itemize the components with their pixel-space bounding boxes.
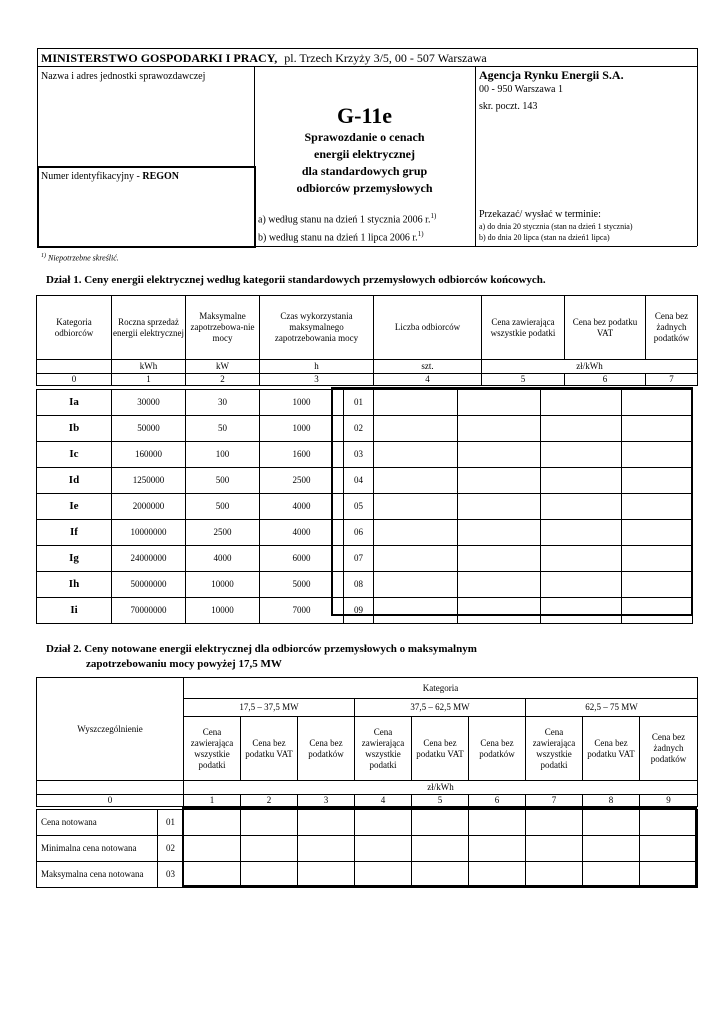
price-input-cell[interactable] [526,810,583,836]
price-no-vat-input[interactable] [541,572,622,598]
price-no-vat-input[interactable] [541,468,622,494]
price-all-taxes-input[interactable] [458,598,541,624]
ministry-name: MINISTERSTWO GOSPODARKI I PRACY, [41,51,278,65]
price-no-taxes-input[interactable] [622,598,693,624]
table-row [37,598,693,624]
annual-sales-cell: 24000000 [112,546,186,572]
deadline-title: Przekazać/ wysłać w terminie: [479,209,601,220]
header-usage-time: Czas wykorzystania maksymalnego zapotrzebowania mocy [260,296,374,360]
footnote-text: Niepotrzebne skreślić. [48,253,119,263]
customer-count-input[interactable] [374,572,458,598]
price-input-cell[interactable] [412,836,469,862]
header-price-no-taxes: Cena bez podatków [298,717,355,781]
usage-time-cell: 1000 [260,390,344,416]
price-no-vat-input[interactable] [541,442,622,468]
annual-sales-cell: 1250000 [112,468,186,494]
price-all-taxes-input[interactable] [458,572,541,598]
unit-kwh: kWh [112,360,186,374]
max-power-cell: 100 [186,442,260,468]
category-cell: If [37,520,112,546]
row-label-cell: Maksymalna cena notowana [37,862,158,888]
table-row [37,390,693,416]
form-title-line: energii elektrycznej [314,147,415,161]
customer-count-input[interactable] [374,520,458,546]
header-specification: Wyszczególnienie [37,678,184,781]
price-input-cell[interactable] [184,810,241,836]
annual-sales-cell: 70000000 [112,598,186,624]
annual-sales-cell: 30000 [112,390,186,416]
form-title-line: dla standardowych grup [301,164,428,178]
footnote-mark: 1) [417,230,424,239]
row-label-cell: Cena notowana [37,810,158,836]
column-number: 3 [298,795,355,807]
price-no-taxes-input[interactable] [622,494,693,520]
footnote-mark: 1) [41,253,46,259]
usage-time-cell: 1600 [260,442,344,468]
column-number: 0 [37,374,112,386]
column-number: 4 [355,795,412,807]
price-input-cell[interactable] [526,836,583,862]
price-input-cell[interactable] [583,810,640,836]
unit-cell [37,781,184,795]
column-number: 8 [583,795,640,807]
price-input-cell[interactable] [184,836,241,862]
unit-pln-kwh: zł/kWh [184,781,698,795]
column-number: 5 [412,795,469,807]
price-all-taxes-input[interactable] [458,416,541,442]
header-customer-count: Liczba odbiorców [374,296,482,360]
price-input-cell[interactable] [640,862,698,888]
row-number-cell: 02 [344,416,374,442]
price-all-taxes-input[interactable] [458,468,541,494]
max-power-cell: 30 [186,390,260,416]
header-category: Kategoria [184,678,698,699]
section1-table [36,295,698,386]
agency-po-box: skr. poczt. 143 [479,101,538,112]
usage-time-cell: 2500 [260,468,344,494]
row-number-cell: 03 [158,862,184,888]
price-input-cell[interactable] [355,836,412,862]
header-price-all-taxes: Cena zawierająca wszystkie podatki [355,717,412,781]
table-row [37,416,693,442]
reporting-unit-label: Nazwa i adres jednostki sprawozdawczej [41,71,206,82]
agency-name: Agencja Rynku Energii S.A. [479,68,624,82]
price-input-cell[interactable] [640,810,698,836]
column-number: 2 [241,795,298,807]
price-no-vat-input[interactable] [541,546,622,572]
category-cell: Ig [37,546,112,572]
max-power-cell: 10000 [186,572,260,598]
price-all-taxes-input[interactable] [458,390,541,416]
max-power-cell: 50 [186,416,260,442]
section2-title-line: Dział 2. Ceny notowane energii elektrycznej dla odbiorców przemysłowych o maksymalnym [46,643,477,655]
table-row [37,520,693,546]
price-input-cell[interactable] [640,836,698,862]
price-input-cell[interactable] [184,862,241,888]
price-no-taxes-input[interactable] [622,572,693,598]
price-input-cell[interactable] [241,810,298,836]
price-input-cell[interactable] [412,862,469,888]
column-number: 1 [112,374,186,386]
annual-sales-cell: 160000 [112,442,186,468]
usage-time-cell: 4000 [260,520,344,546]
price-all-taxes-input[interactable] [458,546,541,572]
regon-label: Numer identyfikacyjny - [41,171,140,182]
price-all-taxes-input[interactable] [458,494,541,520]
row-label-cell: Minimalna cena notowana [37,836,158,862]
table-row [37,546,693,572]
section1-title: Dział 1. Ceny energii elektrycznej według kategorii standardowych przemysłowych odbiorców końcowych. [46,274,546,286]
customer-count-input[interactable] [374,598,458,624]
form-title-line: Sprawozdanie o cenach [304,130,425,144]
customer-count-input[interactable] [374,442,458,468]
price-no-vat-input[interactable] [541,416,622,442]
price-no-vat-input[interactable] [541,390,622,416]
row-number-cell: 02 [158,836,184,862]
usage-time-cell: 1000 [260,416,344,442]
table-row [37,442,693,468]
header-price-all-taxes: Cena zawierająca wszystkie podatki [184,717,241,781]
price-input-cell[interactable] [526,862,583,888]
price-input-cell[interactable] [241,836,298,862]
category-cell: Id [37,468,112,494]
usage-time-cell: 6000 [260,546,344,572]
header-range-2: 37,5 – 62,5 MW [355,699,526,717]
customer-count-input[interactable] [374,546,458,572]
unit-cell [37,360,112,374]
header-price-all-taxes: Cena zawierająca wszystkie podatki [482,296,565,360]
section1-rows [36,389,693,624]
column-number: 2 [186,374,260,386]
customer-count-input[interactable] [374,390,458,416]
footnote-mark: 1) [430,212,437,220]
category-cell: Ia [37,390,112,416]
price-input-cell[interactable] [469,810,526,836]
price-no-vat-input[interactable] [541,494,622,520]
max-power-cell: 10000 [186,598,260,624]
deadline-b: b) do dnia 20 lipca (stan na dzień1 lipca) [479,233,610,242]
price-input-cell[interactable] [298,810,355,836]
row-number-cell: 05 [344,494,374,520]
unit-pln-kwh: zł/kWh [482,360,698,374]
table-row [37,494,693,520]
section2-title-line: zapotrzebowaniu mocy powyżej 17,5 MW [86,658,282,670]
category-cell: Ih [37,572,112,598]
row-number-cell: 01 [158,810,184,836]
deadline-a: a) do dnia 20 stycznia (stan na dzień 1 stycznia) [479,222,633,231]
unit-kw: kW [186,360,260,374]
price-input-cell[interactable] [583,862,640,888]
price-input-cell[interactable] [241,862,298,888]
row-number-cell: 06 [344,520,374,546]
category-cell: Ib [37,416,112,442]
column-number: 4 [374,374,482,386]
row-number-cell: 04 [344,468,374,494]
price-all-taxes-input[interactable] [458,442,541,468]
regon-label-bold: REGON [142,171,180,182]
column-number: 6 [565,374,646,386]
form-title [254,129,475,197]
footnote [41,253,119,263]
header-price-no-vat: Cena bez podatku VAT [565,296,646,360]
price-input-cell[interactable] [583,836,640,862]
header-price-no-vat: Cena bez podatku VAT [583,717,640,781]
price-no-taxes-input[interactable] [622,390,693,416]
price-no-vat-input[interactable] [541,520,622,546]
agency-city: 00 - 950 Warszawa 1 [479,84,563,95]
row-number-cell: 08 [344,572,374,598]
header-max-power: Maksymalne zapotrzebowa-nie mocy [186,296,260,360]
unit-pcs: szt. [374,360,482,374]
max-power-cell: 4000 [186,546,260,572]
customer-count-input[interactable] [374,468,458,494]
price-input-cell[interactable] [298,862,355,888]
header-price-no-taxes: Cena bez żadnych podatków [640,717,698,781]
table-row [37,468,693,494]
price-no-taxes-input[interactable] [622,546,693,572]
header-price-no-taxes: Cena bez podatków [469,717,526,781]
category-cell: Ic [37,442,112,468]
annual-sales-cell: 50000 [112,416,186,442]
column-number: 7 [526,795,583,807]
column-number: 7 [646,374,698,386]
usage-time-cell: 4000 [260,494,344,520]
price-input-cell[interactable] [355,862,412,888]
header-range-3: 62,5 – 75 MW [526,699,698,717]
max-power-cell: 500 [186,494,260,520]
ministry-address: pl. Trzech Krzyży 3/5, 00 - 507 Warszawa [284,51,487,65]
annual-sales-cell: 10000000 [112,520,186,546]
row-number-cell: 01 [344,390,374,416]
price-input-cell[interactable] [469,836,526,862]
header-range-1: 17,5 – 37,5 MW [184,699,355,717]
column-number: 3 [260,374,374,386]
column-number: 0 [37,795,184,807]
section2-rows [36,809,698,888]
price-input-cell[interactable] [298,836,355,862]
header-price-all-taxes: Cena zawierająca wszystkie podatki [526,717,583,781]
header-category: Kategoria odbiorców [37,296,112,360]
header-price-no-vat: Cena bez podatku VAT [241,717,298,781]
row-number-cell: 03 [344,442,374,468]
price-input-cell[interactable] [412,810,469,836]
form-code: G-11e [337,103,392,128]
price-no-taxes-input[interactable] [622,416,693,442]
usage-time-cell: 7000 [260,598,344,624]
column-number: 5 [482,374,565,386]
price-input-cell[interactable] [469,862,526,888]
column-number: 9 [640,795,698,807]
table-row [37,862,698,888]
row-number-cell: 09 [344,598,374,624]
customer-count-input[interactable] [374,416,458,442]
category-cell: Ii [37,598,112,624]
annual-sales-cell: 2000000 [112,494,186,520]
table-row [37,810,698,836]
header-price-no-vat: Cena bez podatku VAT [412,717,469,781]
table-row [37,836,698,862]
annual-sales-cell: 50000000 [112,572,186,598]
state-option-a: a) według stanu na dzień 1 stycznia 2006 r. [258,214,431,226]
column-number: 1 [184,795,241,807]
header-price-no-taxes: Cena bez żadnych podatków [646,296,698,360]
unit-h: h [260,360,374,374]
category-cell: Ie [37,494,112,520]
max-power-cell: 500 [186,468,260,494]
customer-count-input[interactable] [374,494,458,520]
price-no-taxes-input[interactable] [622,520,693,546]
form-title-line: odbiorców przemysłowych [296,181,433,195]
column-number: 6 [469,795,526,807]
row-number-cell: 07 [344,546,374,572]
price-input-cell[interactable] [355,810,412,836]
usage-time-cell: 5000 [260,572,344,598]
price-no-taxes-input[interactable] [622,442,693,468]
section2-table [36,677,698,807]
max-power-cell: 2500 [186,520,260,546]
price-no-taxes-input[interactable] [622,468,693,494]
section2-title [46,642,477,672]
state-option-b: b) według stanu na dzień 1 lipca 2006 r. [258,232,418,244]
header-annual-sales: Roczna sprzedaż energii elektrycznej [112,296,186,360]
price-no-vat-input[interactable] [541,598,622,624]
price-all-taxes-input[interactable] [458,520,541,546]
table-row [37,572,693,598]
